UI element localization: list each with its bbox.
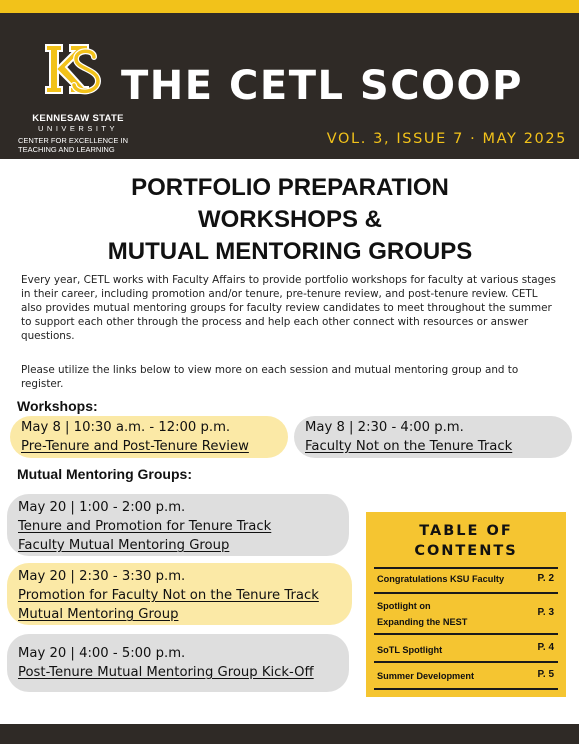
toc-page: P. 5: [537, 669, 554, 680]
mentoring-label: Mutual Mentoring Groups:: [17, 466, 192, 482]
mentoring-item: [7, 494, 349, 556]
center-name-line1: CENTER FOR EXCELLENCE IN: [18, 136, 129, 145]
intro-paragraph: Every year, CETL works with Faculty Affairs to provide portfolio workshops for faculty at various stages in their career, including promotion and/or tenure, pre-tenure review, and post-tenure review. CETL also provides mutual mentoring groups for faculty review candidates to meet throughout the summer to support each other through the process and help each other connect with resources or answer questions.: [21, 274, 556, 342]
toc-page: P. 4: [537, 642, 554, 653]
ksu-logo-icon: [36, 39, 108, 107]
university-name: KENNESAW STATE: [32, 113, 124, 124]
link-line1: Promotion for Faculty Not on the Tenure Track: [18, 588, 319, 603]
headline-line3: MUTUAL MENTORING GROUPS: [107, 238, 473, 265]
toc-divider: [374, 688, 558, 690]
intro-paragraph-register: Please utilize the links below to view more on each session and mutual mentoring group and to register.: [21, 364, 519, 390]
workshops-label: Workshops:: [17, 398, 98, 414]
toc-title-line2: CONTENTS: [414, 543, 518, 559]
mentoring-item: [7, 563, 352, 625]
toc-item-congratulations[interactable]: Congratulations KSU Faculty: [377, 574, 505, 584]
toc-page: P. 2: [537, 573, 554, 584]
table-of-contents: [366, 512, 566, 697]
center-name-line2: TEACHING AND LEARNING: [18, 145, 115, 154]
toc-divider: [374, 567, 558, 569]
mentoring-item: [7, 634, 349, 692]
link-line2: Faculty Mutual Mentoring Group: [18, 538, 230, 553]
toc-item-line1: Spotlight on: [377, 601, 431, 611]
mentoring-time: May 20 | 4:00 - 5:00 p.m.: [18, 646, 186, 661]
workshop-link-pre-post-tenure[interactable]: Pre-Tenure and Post-Tenure Review: [21, 439, 249, 454]
workshop-link-non-tenure-track[interactable]: Faculty Not on the Tenure Track: [305, 439, 513, 454]
toc-page: P. 3: [537, 607, 554, 618]
mentoring-link-non-tenure-promotion[interactable]: [18, 586, 352, 624]
toc-item-nest-spotlight[interactable]: [377, 598, 467, 630]
toc-item-line2: Expanding the NEST: [377, 617, 468, 627]
toc-item-sotl[interactable]: SoTL Spotlight: [377, 645, 443, 655]
toc-title: [366, 521, 566, 561]
workshop-item: [294, 416, 572, 458]
mentoring-time: May 20 | 2:30 - 3:30 p.m.: [18, 569, 186, 584]
top-gold-strip: [0, 0, 579, 13]
issue-line: VOL. 3, ISSUE 7 · MAY 2025: [326, 131, 567, 147]
workshop-time: May 8 | 2:30 - 4:00 p.m.: [305, 420, 464, 435]
toc-divider: [374, 633, 558, 635]
toc-item-summer-development[interactable]: Summer Development: [377, 671, 475, 681]
workshop-time: May 8 | 10:30 a.m. - 12:00 p.m.: [21, 420, 231, 435]
newsletter-title: THE CETL SCOOP: [121, 63, 523, 109]
toc-title-line1: TABLE OF: [419, 523, 513, 539]
workshop-item: [10, 416, 288, 458]
mentoring-time: May 20 | 1:00 - 2:00 p.m.: [18, 500, 186, 515]
mentoring-link-tenure-promotion[interactable]: [18, 517, 349, 555]
university-sub: UNIVERSITY: [37, 124, 118, 133]
headline-line1: PORTFOLIO PREPARATION: [131, 174, 449, 201]
newsletter-header: [0, 13, 579, 159]
mentoring-link-post-tenure[interactable]: Post-Tenure Mutual Mentoring Group Kick-Off: [18, 665, 314, 680]
ksu-wordmark: [18, 113, 138, 154]
headline-line2: WORKSHOPS &: [197, 206, 382, 233]
toc-divider: [374, 592, 558, 594]
footer-bar: [0, 724, 579, 744]
link-line2: Mutual Mentoring Group: [18, 607, 179, 622]
toc-divider: [374, 661, 558, 663]
link-line1: Tenure and Promotion for Tenure Track: [18, 519, 272, 534]
center-name: [18, 136, 138, 154]
article-headline: [40, 172, 540, 268]
